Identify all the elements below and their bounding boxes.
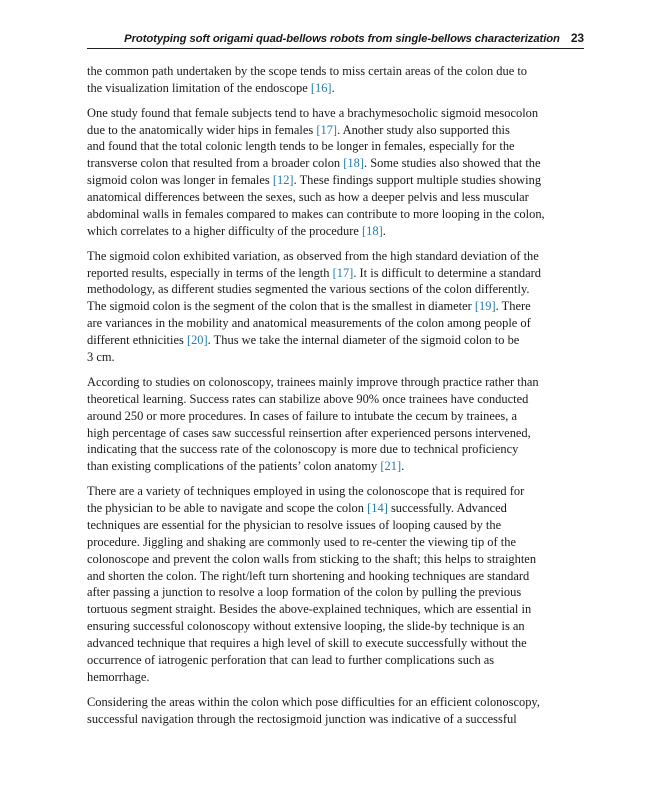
text-line xyxy=(87,408,587,425)
line-text: and shorten the colon. The right/left turn shortening and hooking techniques are standard xyxy=(87,568,530,583)
text-line xyxy=(87,694,587,711)
body-text xyxy=(87,63,587,735)
line-text: 3 cm. xyxy=(87,350,115,365)
text-line xyxy=(87,441,587,458)
text-line xyxy=(87,315,587,332)
paragraph xyxy=(87,694,587,728)
line-text: sigmoid colon was longer in females xyxy=(87,173,273,188)
line-text-after: . xyxy=(401,459,405,474)
line-text: ensuring successful colonoscopy without extensive looping, the slide-by technique is an xyxy=(87,619,525,634)
paragraph xyxy=(87,248,587,366)
citation-link[interactable]: [18] xyxy=(343,156,364,171)
line-text: different ethnicities xyxy=(87,333,187,348)
text-line xyxy=(87,374,587,391)
line-text: anatomical differences between the sexes, such as how a deeper pelvis and less muscular xyxy=(87,190,529,205)
citation-link[interactable]: [21] xyxy=(380,459,402,474)
line-text: high percentage of cases saw successful reinsertion after experienced persons intervened, xyxy=(87,425,531,440)
line-text-after: . xyxy=(382,223,386,238)
text-line xyxy=(87,517,587,534)
text-line xyxy=(87,248,587,265)
paragraph xyxy=(87,483,587,686)
text-line xyxy=(87,206,587,223)
line-text-after: . Thus we take the internal diameter of the sigmoid colon to be xyxy=(207,333,520,348)
line-text: and found that the total colonic length tends to be longer in females, especially for the xyxy=(87,139,515,154)
line-text: the physician to be able to navigate and scope the colon xyxy=(87,500,368,515)
line-text: transverse colon that resulted from a broader colon xyxy=(87,156,344,171)
text-line xyxy=(87,500,587,517)
line-text-after: . xyxy=(331,80,335,95)
line-text: due to the anatomically wider hips in females xyxy=(87,122,317,137)
line-text: reported results, especially in terms of the length xyxy=(87,265,333,280)
text-line xyxy=(87,155,587,172)
line-text: the visualization limitation of the endoscope xyxy=(87,80,311,95)
line-text-after: . There xyxy=(495,299,531,314)
paragraph xyxy=(87,105,587,240)
paragraph xyxy=(87,63,587,97)
text-line xyxy=(87,652,587,669)
line-text: The sigmoid colon is the segment of the colon that is the smallest in diameter xyxy=(87,299,475,314)
text-line xyxy=(87,80,587,97)
citation-link[interactable]: [16] xyxy=(310,80,332,95)
text-line xyxy=(87,63,587,80)
line-text-after: successfully. Advanced xyxy=(387,500,507,515)
citation-link[interactable]: [17] xyxy=(332,265,354,280)
line-text: occurrence of iatrogenic perforation that can lead to further complications such as xyxy=(87,653,495,668)
text-line xyxy=(87,711,587,728)
text-line xyxy=(87,298,587,315)
text-line xyxy=(87,568,587,585)
citation-link[interactable]: [19] xyxy=(474,299,496,314)
line-text: Considering the areas within the colon which pose difficulties for an efficient colonoscopy, xyxy=(87,694,540,709)
text-line xyxy=(87,265,587,282)
running-title: Prototyping soft origami quad-bellows robots from single-bellows characterization xyxy=(124,33,560,45)
line-text: procedure. Jiggling and shaking are commonly used to re-center the viewing tip of the xyxy=(87,534,516,549)
page-number: 23 xyxy=(570,31,584,45)
citation-link[interactable]: [12] xyxy=(272,173,294,188)
text-line xyxy=(87,584,587,601)
text-line xyxy=(87,635,587,652)
citation-link[interactable]: [14] xyxy=(367,500,388,515)
line-text: There are a variety of techniques employed in using the colonoscope that is required for xyxy=(87,484,525,499)
text-line xyxy=(87,601,587,618)
line-text: techniques are essential for the physician to resolve issues of looping caused by the xyxy=(87,517,502,532)
text-line xyxy=(87,483,587,500)
line-text: hemorrhage. xyxy=(87,670,150,684)
paragraph xyxy=(87,374,587,475)
text-line xyxy=(87,551,587,568)
line-text: colonoscope and prevent the colon walls from sticking to the shaft; this helps to straighten xyxy=(87,551,537,566)
text-line xyxy=(87,618,587,635)
line-text: successful navigation through the rectosigmoid junction was indicative of a successful xyxy=(87,711,517,726)
text-line xyxy=(87,332,587,349)
line-text: indicating that the success rate of the colonoscopy is more due to technical proficiency xyxy=(87,442,519,457)
line-text: methodology, as different studies segmented the various sections of the colon differently. xyxy=(87,282,530,297)
text-line xyxy=(87,391,587,408)
line-text: than existing complications of the patients’ colon anatomy xyxy=(87,459,381,474)
line-text-after: . It is difficult to determine a standard xyxy=(353,265,541,280)
citation-link[interactable]: [17] xyxy=(316,122,338,137)
line-text: the common path undertaken by the scope tends to miss certain areas of the colon due to xyxy=(87,64,528,78)
text-line xyxy=(87,534,587,551)
running-header xyxy=(87,31,584,49)
line-text-after: . Another study also supported this xyxy=(337,122,510,137)
line-text: tortuous segment straight. Besides the above-explained techniques, which are essential in xyxy=(87,602,532,617)
text-line xyxy=(87,189,587,206)
line-text: According to studies on colonoscopy, trainees mainly improve through practice rather than xyxy=(87,374,539,389)
citation-link[interactable]: [18] xyxy=(362,223,383,238)
line-text: which correlates to a higher difficulty of the procedure xyxy=(87,223,363,238)
text-line xyxy=(87,281,587,298)
citation-link[interactable]: [20] xyxy=(186,333,208,348)
text-line xyxy=(87,122,587,139)
text-line xyxy=(87,172,587,189)
line-text: advanced technique that requires a high level of skill to execute successfully without the xyxy=(87,636,527,651)
text-line xyxy=(87,669,587,686)
line-text-after: . These findings support multiple studies showing xyxy=(293,173,542,188)
line-text: after passing a junction to resolve a loop formation of the colon by pulling the previous xyxy=(87,585,522,600)
line-text: abdominal walls in females compared to makes can contribute to more looping in the colon, xyxy=(87,207,545,222)
line-text: around 250 or more procedures. In cases of failure to intubate the cecum by trainees, a xyxy=(87,408,517,423)
text-line xyxy=(87,105,587,122)
text-line xyxy=(87,349,587,366)
text-line xyxy=(87,425,587,442)
text-line xyxy=(87,138,587,155)
line-text: The sigmoid colon exhibited variation, as observed from the high standard deviation of the xyxy=(87,248,539,263)
line-text: One study found that female subjects tend to have a brachymesocholic sigmoid mesocolon xyxy=(87,105,539,120)
line-text: are variances in the mobility and anatomical measurements of the colon among people of xyxy=(87,316,531,331)
line-text-after: . Some studies also showed that the xyxy=(364,156,541,171)
text-line xyxy=(87,223,587,240)
line-text: theoretical learning. Success rates can stabilize above 90% once trainees have conducted xyxy=(87,391,529,406)
text-line xyxy=(87,458,587,475)
